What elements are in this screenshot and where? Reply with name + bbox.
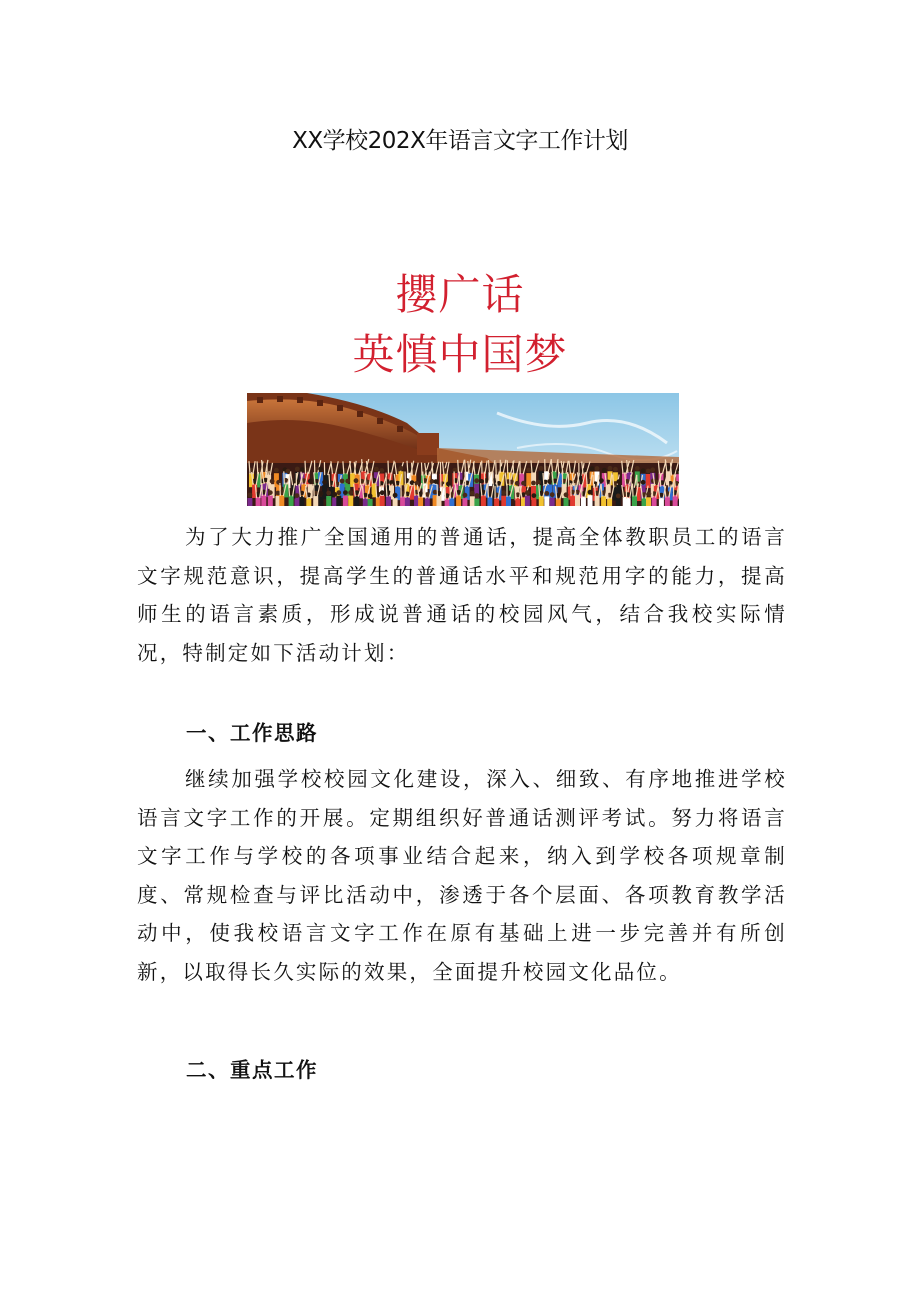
document-title: XX学校202X年语言文字工作计划 bbox=[292, 128, 628, 154]
intro-paragraph: 为了大力推广全国通用的普通话，提高全体教职员工的语言文字规范意识，提高学生的普通话水平和规范用字的能力，提高师生的语言素质，形成说普通话的校园风气，结合我校实际情况，特制定如下活动计划： bbox=[137, 525, 787, 665]
section-paragraph-work-approach: 继续加强学校校园文化建设，深入、细致、有序地推进学校语言文字工作的开展。定期组织好普通话测评考试。努力将语言文字工作与学校的各项事业结合起来，纳入到学校各项规章制度、常规检查与评比活动中，渗透于各个层面、各项教育教学活动中，使我校语言文字工作在原有基础上进一步完善并有所创新，以取得长久实际的效果，全面提升校园文化品位。 bbox=[137, 767, 787, 984]
slogan-line-2: 英慎中国梦 bbox=[352, 330, 568, 379]
great-wall-crowd-image bbox=[247, 393, 679, 506]
section-heading-key-work: 二、重点工作 bbox=[186, 1058, 318, 1082]
section-heading-work-approach: 一、工作思路 bbox=[186, 721, 318, 745]
slogan-line-1: 攖广话 bbox=[395, 270, 525, 319]
